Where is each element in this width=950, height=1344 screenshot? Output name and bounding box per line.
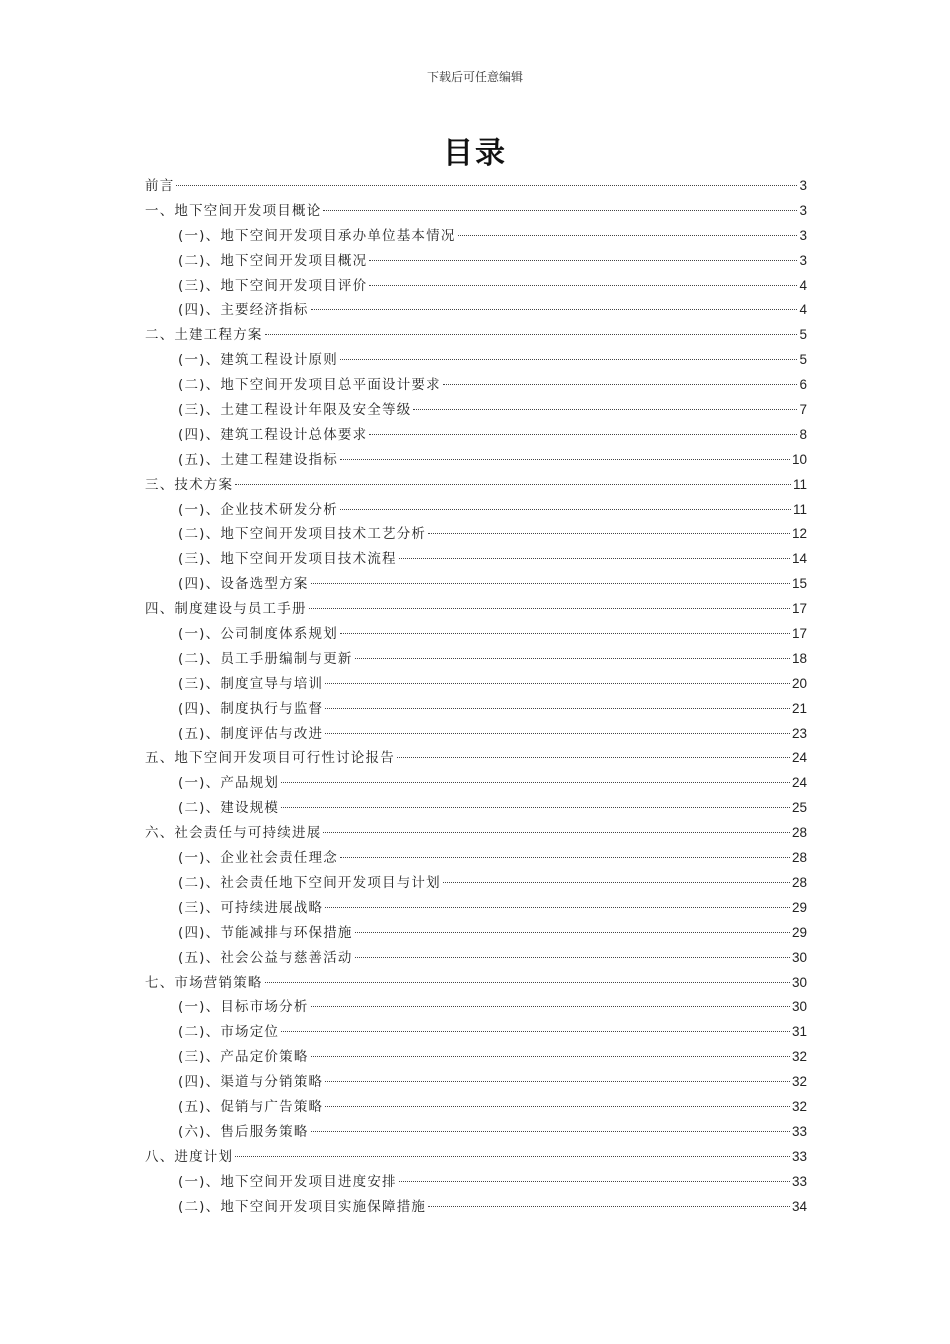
toc-entry-label: (一)、公司制度体系规划	[178, 626, 338, 643]
toc-subsection-entry[interactable]	[145, 373, 807, 398]
toc-section-entry[interactable]	[145, 971, 807, 996]
toc-subsection-entry[interactable]	[145, 1045, 807, 1070]
toc-section-entry[interactable]	[145, 473, 807, 498]
toc-entry-page-number: 5	[799, 327, 807, 343]
toc-entry-page-number: 14	[791, 551, 807, 567]
toc-dot-leader	[325, 1106, 790, 1107]
toc-subsection-entry[interactable]	[145, 423, 807, 448]
toc-entry-label: (五)、社会公益与慈善活动	[178, 949, 353, 966]
toc-entry-page-number: 3	[799, 202, 807, 218]
toc-entry-label: (二)、市场定位	[178, 1024, 280, 1041]
toc-entry-page-number: 28	[791, 850, 807, 866]
toc-subsection-entry[interactable]	[145, 1170, 807, 1195]
toc-entry-page-number: 11	[792, 501, 807, 517]
header-note: 下载后可任意编辑	[426, 70, 523, 84]
toc-dot-leader	[311, 309, 798, 310]
toc-entry-page-number: 20	[791, 675, 807, 691]
toc-subsection-entry[interactable]	[145, 1070, 807, 1095]
toc-entry-label: (一)、建筑工程设计原则	[178, 352, 338, 369]
toc-entry-label: (二)、地下空间开发项目概况	[178, 252, 368, 269]
toc-dot-leader	[325, 1081, 790, 1082]
toc-dot-leader	[323, 210, 797, 211]
toc-section-entry[interactable]	[145, 199, 807, 224]
toc-entry-label: (二)、员工手册编制与更新	[178, 650, 353, 667]
toc-subsection-entry[interactable]	[145, 398, 807, 423]
toc-entry-label: (三)、地下空间开发项目评价	[178, 277, 368, 294]
toc-subsection-entry[interactable]	[145, 846, 807, 871]
toc-subsection-entry[interactable]	[145, 572, 807, 597]
toc-entry-page-number: 28	[791, 874, 807, 890]
toc-subsection-entry[interactable]	[145, 547, 807, 572]
toc-entry-page-number: 15	[791, 576, 807, 592]
toc-entry-page-number: 32	[791, 1074, 807, 1090]
toc-entry-page-number: 24	[791, 750, 807, 766]
toc-dot-leader	[369, 260, 797, 261]
toc-entry-label: (四)、主要经济指标	[178, 302, 309, 319]
toc-dot-leader	[281, 807, 790, 808]
toc-entry-label: (二)、建设规模	[178, 800, 280, 817]
toc-subsection-entry[interactable]	[145, 771, 807, 796]
toc-subsection-entry[interactable]	[145, 298, 807, 323]
toc-entry-label: 六、社会责任与可持续进展	[145, 825, 322, 842]
toc-subsection-entry[interactable]	[145, 647, 807, 672]
toc-subsection-entry[interactable]	[145, 348, 807, 373]
toc-entry-label: (二)、地下空间开发项目技术工艺分析	[178, 526, 427, 543]
toc-entry-label: (二)、地下空间开发项目实施保障措施	[178, 1198, 427, 1215]
toc-entry-page-number: 30	[791, 999, 807, 1015]
toc-entry-page-number: 3	[799, 178, 807, 193]
toc-subsection-entry[interactable]	[145, 1095, 807, 1120]
toc-entry-label: (一)、地下空间开发项目进度安排	[178, 1173, 397, 1190]
toc-entry-label: (四)、渠道与分销策略	[178, 1074, 324, 1091]
toc-entry-page-number: 3	[799, 252, 807, 268]
toc-entry-label: 二、土建工程方案	[145, 327, 263, 344]
toc-entry-page-number: 3	[799, 227, 807, 243]
toc-entry-page-number: 30	[791, 974, 807, 990]
toc-section-entry[interactable]	[145, 323, 807, 348]
toc-entry-label: 前言	[145, 178, 175, 194]
toc-dot-leader	[325, 708, 790, 709]
toc-entry-label: (四)、建筑工程设计总体要求	[178, 426, 368, 443]
toc-entry-page-number: 33	[791, 1123, 807, 1139]
toc-dot-leader	[325, 733, 790, 734]
toc-dot-leader	[443, 384, 798, 385]
toc-entry-label: (三)、地下空间开发项目技术流程	[178, 551, 397, 568]
toc-entry-label: (一)、地下空间开发项目承办单位基本情况	[178, 227, 456, 244]
toc-entry-page-number: 6	[799, 377, 807, 393]
toc-section-entry[interactable]	[145, 1145, 807, 1170]
toc-dot-leader	[265, 982, 790, 983]
toc-section-entry[interactable]	[145, 174, 807, 199]
toc-dot-leader	[325, 683, 790, 684]
toc-entry-page-number: 34	[791, 1198, 807, 1214]
toc-subsection-entry[interactable]	[145, 796, 807, 821]
toc-entry-page-number: 29	[791, 899, 807, 915]
toc-entry-label: (四)、设备选型方案	[178, 576, 309, 593]
toc-section-entry[interactable]	[145, 821, 807, 846]
toc-entry-page-number: 17	[791, 601, 807, 617]
toc-dot-leader	[309, 608, 790, 609]
toc-dot-leader	[355, 957, 790, 958]
toc-entry-label: (二)、社会责任地下空间开发项目与计划	[178, 874, 441, 891]
toc-dot-leader	[281, 782, 790, 783]
toc-subsection-entry[interactable]	[145, 522, 807, 547]
toc-section-entry[interactable]	[145, 746, 807, 771]
toc-dot-leader	[397, 757, 790, 758]
toc-entry-page-number: 28	[791, 825, 807, 841]
toc-dot-leader	[325, 907, 790, 908]
toc-dot-leader	[311, 1131, 790, 1132]
toc-entry-label: 一、地下空间开发项目概论	[145, 202, 322, 219]
toc-dot-leader	[281, 1031, 790, 1032]
toc-entry-page-number: 31	[791, 1024, 807, 1040]
toc-entry-label: (一)、目标市场分析	[178, 999, 309, 1016]
toc-subsection-entry[interactable]	[145, 1120, 807, 1145]
toc-entry-label: (四)、制度执行与监督	[178, 700, 324, 717]
toc-entry-page-number: 17	[791, 626, 807, 642]
toc-dot-leader	[399, 558, 790, 559]
toc-entry-page-number: 32	[791, 1049, 807, 1065]
toc-entry-page-number: 21	[791, 700, 807, 716]
toc-dot-leader	[413, 409, 797, 410]
toc-entry-label: 五、地下空间开发项目可行性讨论报告	[145, 750, 395, 767]
toc-entry-page-number: 33	[791, 1173, 807, 1189]
toc-entry-page-number: 11	[792, 476, 807, 492]
toc-entry-page-number: 29	[791, 924, 807, 940]
toc-dot-leader	[428, 1206, 790, 1207]
toc-dot-leader	[340, 509, 791, 510]
toc-subsection-entry[interactable]	[145, 672, 807, 697]
toc-dot-leader	[355, 932, 790, 933]
toc-entry-page-number: 8	[799, 426, 807, 442]
toc-subsection-entry[interactable]	[145, 1195, 807, 1220]
toc-subsection-entry[interactable]	[145, 498, 807, 523]
toc-dot-leader	[399, 1181, 790, 1182]
toc-entry-label: (一)、企业社会责任理念	[178, 850, 338, 867]
toc-entry-page-number: 10	[791, 451, 807, 467]
toc-dot-leader	[235, 1156, 790, 1157]
toc-subsection-entry[interactable]	[145, 871, 807, 896]
toc-subsection-entry[interactable]	[145, 995, 807, 1020]
toc-dot-leader	[176, 185, 797, 186]
toc-entry-page-number: 4	[799, 277, 807, 293]
toc-entry-page-number: 5	[799, 352, 807, 368]
toc-entry-label: (四)、节能减排与环保措施	[178, 924, 353, 941]
toc-entry-page-number: 32	[791, 1098, 807, 1114]
toc-entry-page-number: 30	[791, 949, 807, 965]
toc-entry-page-number: 23	[791, 725, 807, 741]
toc-dot-leader	[323, 832, 790, 833]
toc-entry-page-number: 4	[799, 302, 807, 318]
toc-dot-leader	[340, 459, 790, 460]
toc-dot-leader	[458, 235, 798, 236]
toc-entry-page-number: 33	[791, 1148, 807, 1164]
toc-entry-page-number: 25	[791, 800, 807, 816]
toc-subsection-entry[interactable]	[145, 697, 807, 722]
toc-entry-label: (一)、产品规划	[178, 775, 280, 792]
toc-dot-leader	[340, 857, 790, 858]
toc-dot-leader	[369, 285, 797, 286]
toc-entry-label: (二)、地下空间开发项目总平面设计要求	[178, 377, 441, 394]
toc-dot-leader	[369, 434, 797, 435]
toc-subsection-entry[interactable]	[145, 946, 807, 971]
toc-entry-label: (三)、产品定价策略	[178, 1049, 309, 1066]
toc-dot-leader	[428, 533, 790, 534]
toc-subsection-entry[interactable]	[145, 274, 807, 299]
toc-dot-leader	[355, 658, 790, 659]
toc-dot-leader	[311, 1006, 790, 1007]
toc-entry-page-number: 18	[791, 650, 807, 666]
toc-section-entry[interactable]	[145, 597, 807, 622]
toc-entry-label: 七、市场营销策略	[145, 974, 263, 991]
toc-title: 目录	[443, 136, 507, 171]
toc-entry-label: 八、进度计划	[145, 1148, 234, 1165]
toc-dot-leader	[265, 334, 798, 335]
toc-entry-label: (六)、售后服务策略	[178, 1123, 309, 1140]
toc-entry-label: (五)、促销与广告策略	[178, 1098, 324, 1115]
table-of-contents	[145, 174, 807, 1219]
toc-dot-leader	[311, 583, 790, 584]
toc-entry-label: (三)、制度宣导与培训	[178, 675, 324, 692]
toc-dot-leader	[340, 359, 798, 360]
toc-entry-label: 三、技术方案	[145, 476, 234, 493]
toc-dot-leader	[311, 1056, 790, 1057]
toc-subsection-entry[interactable]	[145, 622, 807, 647]
toc-entry-label: (一)、企业技术研发分析	[178, 501, 338, 518]
toc-entry-label: (五)、土建工程建设指标	[178, 451, 338, 468]
toc-subsection-entry[interactable]	[145, 224, 807, 249]
toc-entry-label: 四、制度建设与员工手册	[145, 601, 307, 618]
toc-entry-label: (五)、制度评估与改进	[178, 725, 324, 742]
toc-dot-leader	[443, 882, 790, 883]
toc-subsection-entry[interactable]	[145, 896, 807, 921]
toc-subsection-entry[interactable]	[145, 448, 807, 473]
toc-entry-page-number: 7	[799, 402, 807, 418]
toc-subsection-entry[interactable]	[145, 921, 807, 946]
toc-entry-page-number: 24	[791, 775, 807, 791]
toc-entry-page-number: 12	[791, 526, 807, 542]
toc-dot-leader	[340, 633, 790, 634]
toc-subsection-entry[interactable]	[145, 249, 807, 274]
toc-subsection-entry[interactable]	[145, 722, 807, 747]
toc-dot-leader	[235, 484, 791, 485]
toc-entry-label: (三)、可持续进展战略	[178, 899, 324, 916]
toc-subsection-entry[interactable]	[145, 1020, 807, 1045]
toc-entry-label: (三)、土建工程设计年限及安全等级	[178, 402, 412, 419]
